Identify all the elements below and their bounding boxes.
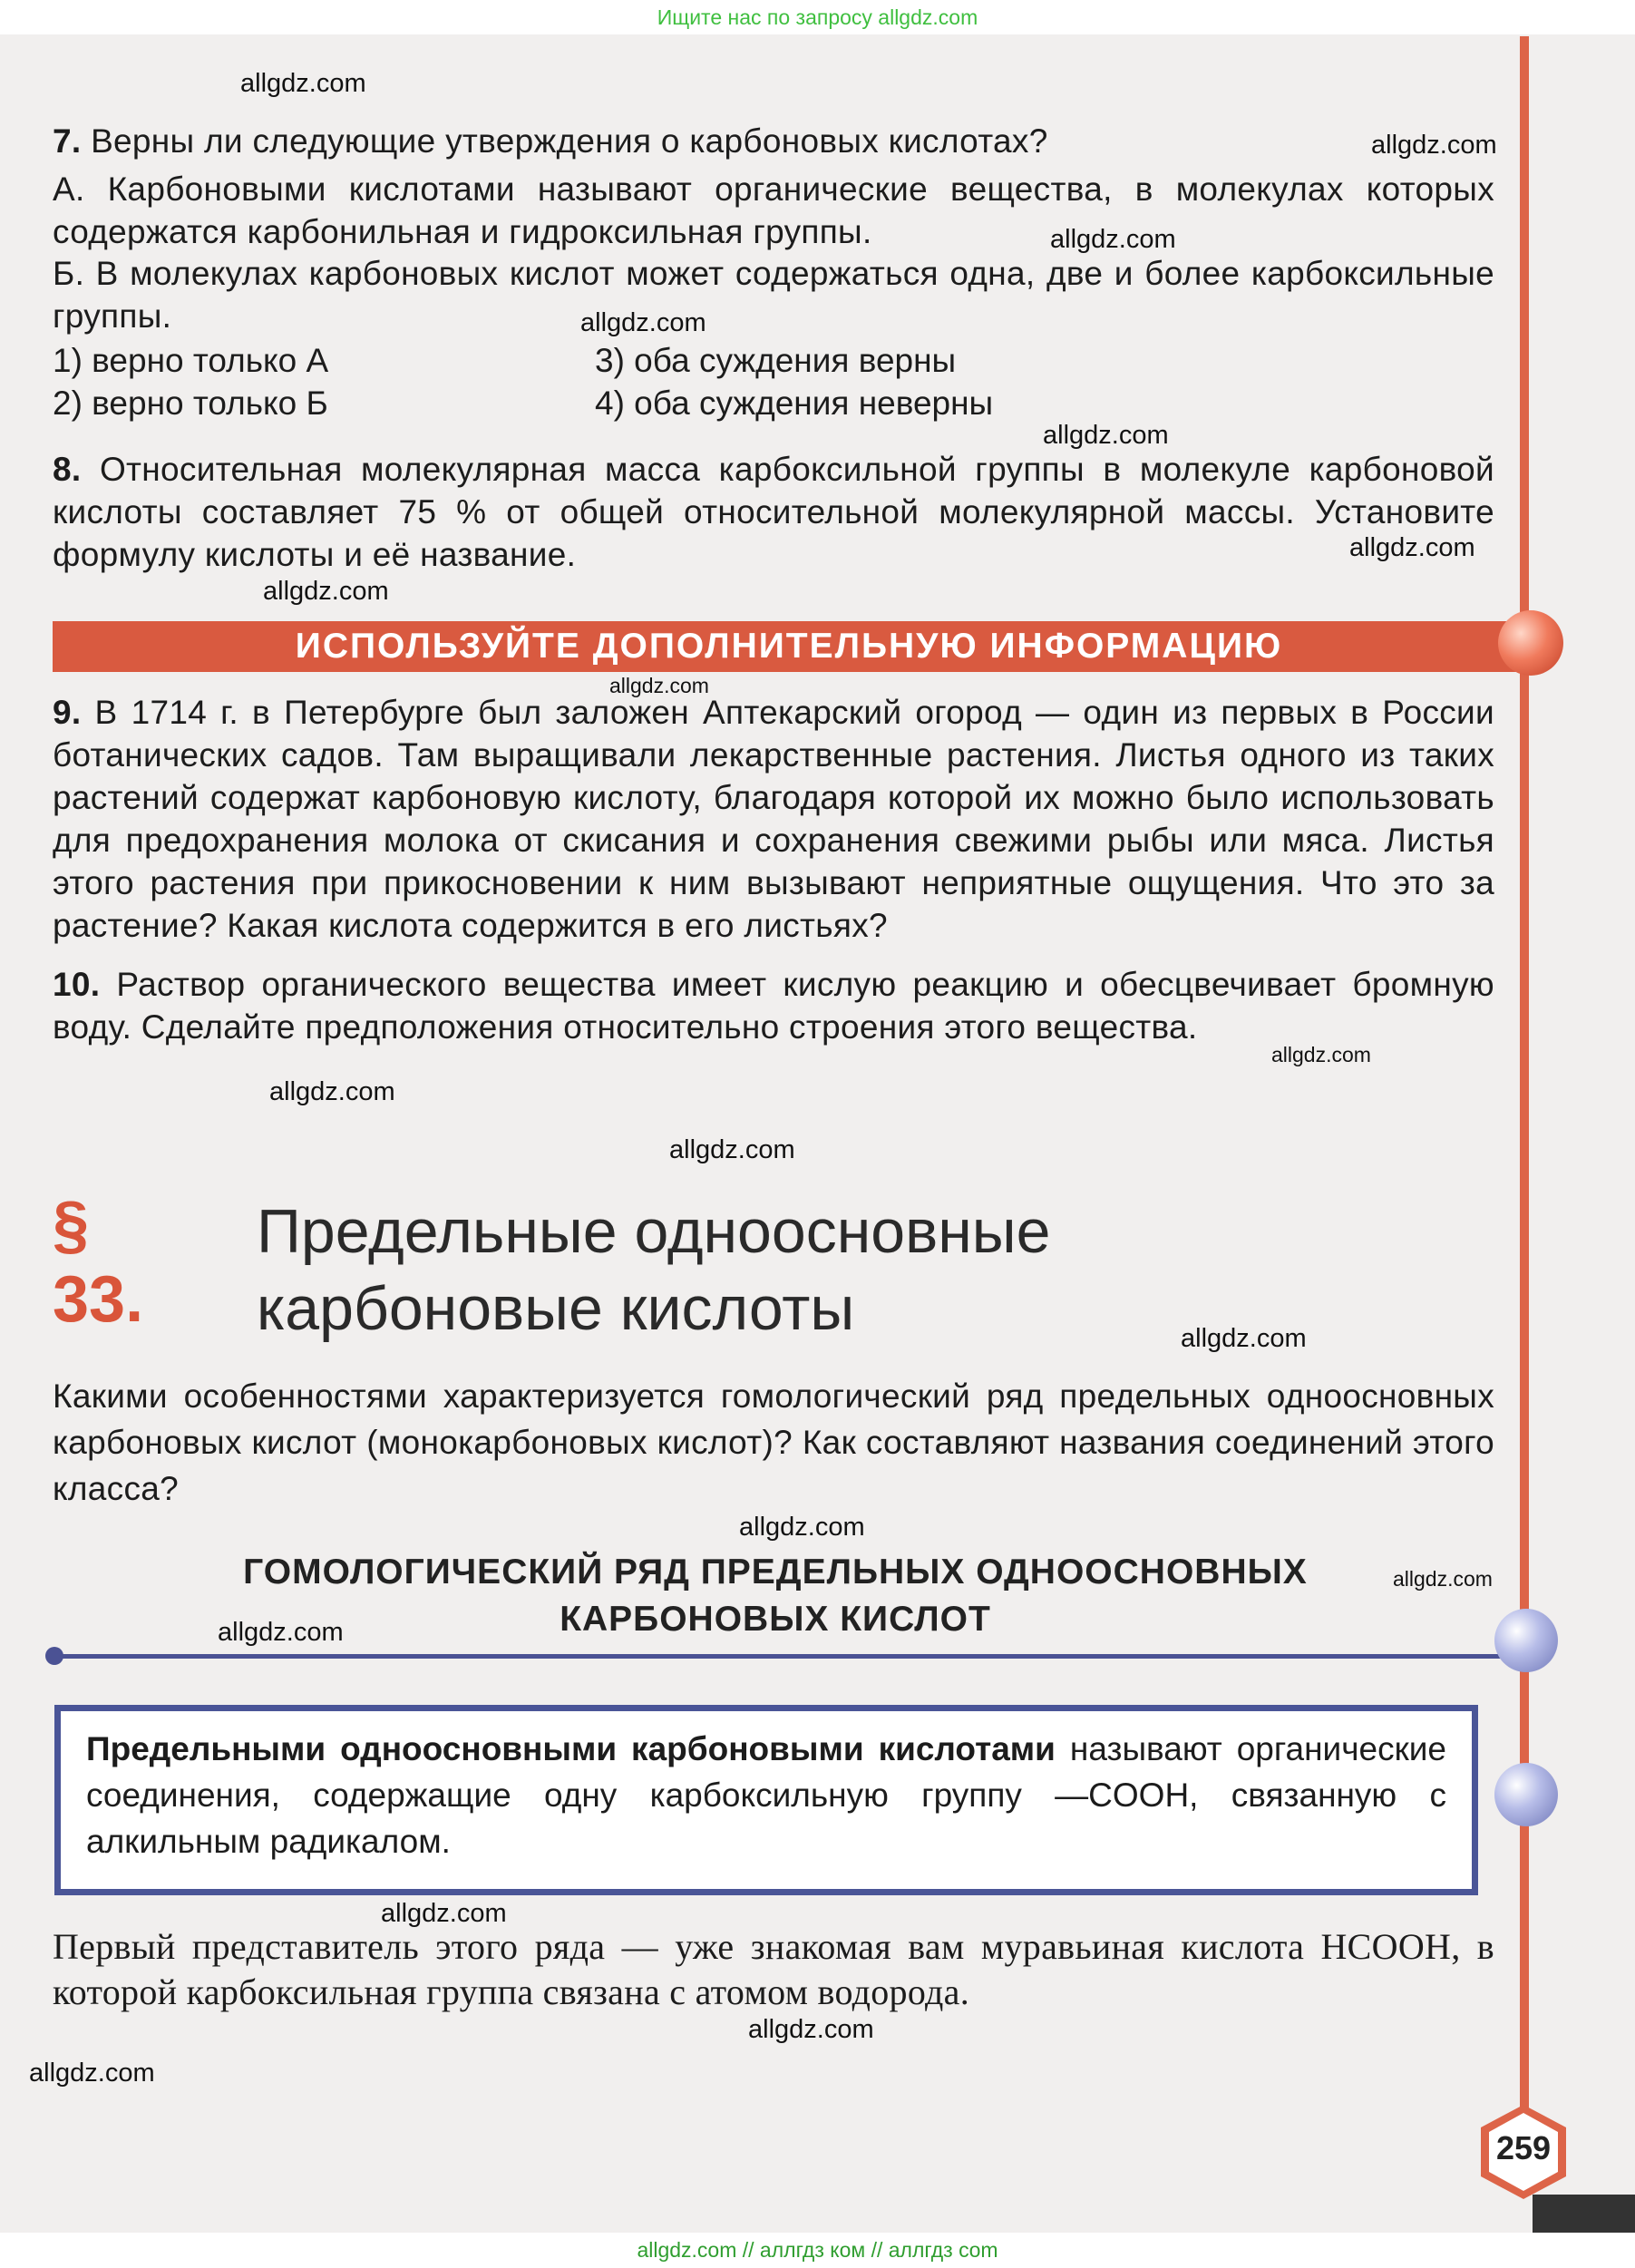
watermark: allgdz.com [739,1513,865,1542]
watermark: allgdz.com [1271,1043,1371,1066]
watermark: allgdz.com [1043,421,1169,450]
statement-b: Б. В молекулах карбоновых кислот может содержаться одна, две и более карбоксильные группы. [53,255,1494,335]
watermark: allgdz.com [580,308,706,337]
watermark: allgdz.com [240,69,366,98]
question-text: Раствор органического вещества имеет кислую реакцию и обесцвечивает бромную воду. Сделайте предположения относительно строения этого вещества. [53,966,1494,1046]
section-title-line: карбоновые кислоты [257,1274,855,1343]
subheading-line: КАРБОНОВЫХ КИСЛОТ [560,1600,991,1639]
watermark: allgdz.com [263,577,389,606]
question-number: 7. [53,122,82,160]
watermark: allgdz.com [29,2059,155,2088]
statement-a: А. Карбоновыми кислотами называют органические вещества, в молекулах которых содержатся карбонильная и гидроксильная группы. [53,170,1494,250]
subheading [145,1549,1406,1643]
divider-dot [45,1647,63,1665]
answer-option: 2) верно только Б [53,384,328,422]
section-band: ИСПОЛЬЗУЙТЕ ДОПОЛНИТЕЛЬНУЮ ИНФОРМАЦИЮ [53,621,1525,672]
question-10 [53,963,1494,1048]
watermark: allgdz.com [609,674,709,697]
intro-paragraph: Какими особенностями характеризуется гомологический ряд предельных одноосновных карбоновых кислот (монокарбоновых кислот)? Как составляют названия соединений этого класса? [53,1377,1494,1507]
decorative-ball [1498,610,1563,676]
decorative-ball [1494,1763,1558,1826]
bottom-banner[interactable]: allgdz.com // аллгдз ком // аллгдз com [0,2233,1635,2268]
watermark: allgdz.com [669,1135,795,1164]
question-text: Относительная молекулярная масса карбоксильной группы в молекуле карбоновой кислоты составляет 75 % от общей относительной молекулярной массы. Установите формулу кислоты и её название. [53,451,1494,573]
decorative-ball [1494,1609,1558,1672]
watermark: allgdz.com [218,1618,344,1647]
section-number: § 33. [53,1189,144,1336]
divider-line [53,1654,1522,1659]
section-title [257,1193,1050,1348]
subheading-line: ГОМОЛОГИЧЕСКИЙ РЯД ПРЕДЕЛЬНЫХ ОДНООСНОВНЫХ [243,1553,1308,1591]
watermark: allgdz.com [381,1899,507,1928]
section-title-line: Предельные одноосновные [257,1197,1051,1266]
question-8 [53,448,1494,576]
watermark: allgdz.com [269,1077,395,1106]
answer-option: 4) оба суждения неверны [595,384,994,422]
question-9 [53,691,1494,947]
question-7 [53,120,1494,162]
definition-text [86,1726,1446,1864]
watermark: allgdz.com [1393,1567,1493,1591]
top-banner[interactable]: Ищите нас по запросу allgdz.com [0,0,1635,34]
question-number: 8. [53,451,82,488]
question-text: Верны ли следующие утверждения о карбоновых кислотах? [91,122,1048,160]
answer-option: 3) оба суждения верны [595,342,957,379]
definition-term: Предельными одноосновными карбоновыми кислотами [86,1730,1056,1767]
body-paragraph: Первый представитель этого ряда — уже знакомая вам муравьиная кислота HCOOH, в которой карбоксильная группа связана с атомом водорода. [53,1926,1494,2012]
page-number: 259 [1495,2129,1552,2166]
scan-edge [1533,2195,1635,2233]
watermark: allgdz.com [748,2015,874,2044]
watermark: allgdz.com [1349,533,1475,562]
definition-rest: называют органические соединения, содержащие одну карбоксильную группу —COOH, связанную с алкильным радикалом. [86,1730,1447,1860]
answer-option: 1) верно только А [53,342,329,379]
definition-box [54,1705,1478,1895]
watermark: allgdz.com [1050,225,1176,254]
margin-rule [1520,36,1529,2195]
question-number: 9. [53,694,82,731]
watermark: allgdz.com [1371,131,1497,160]
watermark: allgdz.com [1181,1324,1307,1353]
question-number: 10. [53,966,101,1003]
question-text: В 1714 г. в Петербурге был заложен Аптекарский огород — один из первых в России ботанических садов. Там выращивали лекарственные растения. Листья одного из таких растений содержат карбоновую кислоту, благодаря которой их можно было использовать для предохранения молока от скисания и сохранения свежими рыбы или мяса. Листья этого растения при прикосновении к ним вызывают неприятные ощущения. Что это за растение? Какая кислота содержится в его листьях? [53,694,1494,944]
